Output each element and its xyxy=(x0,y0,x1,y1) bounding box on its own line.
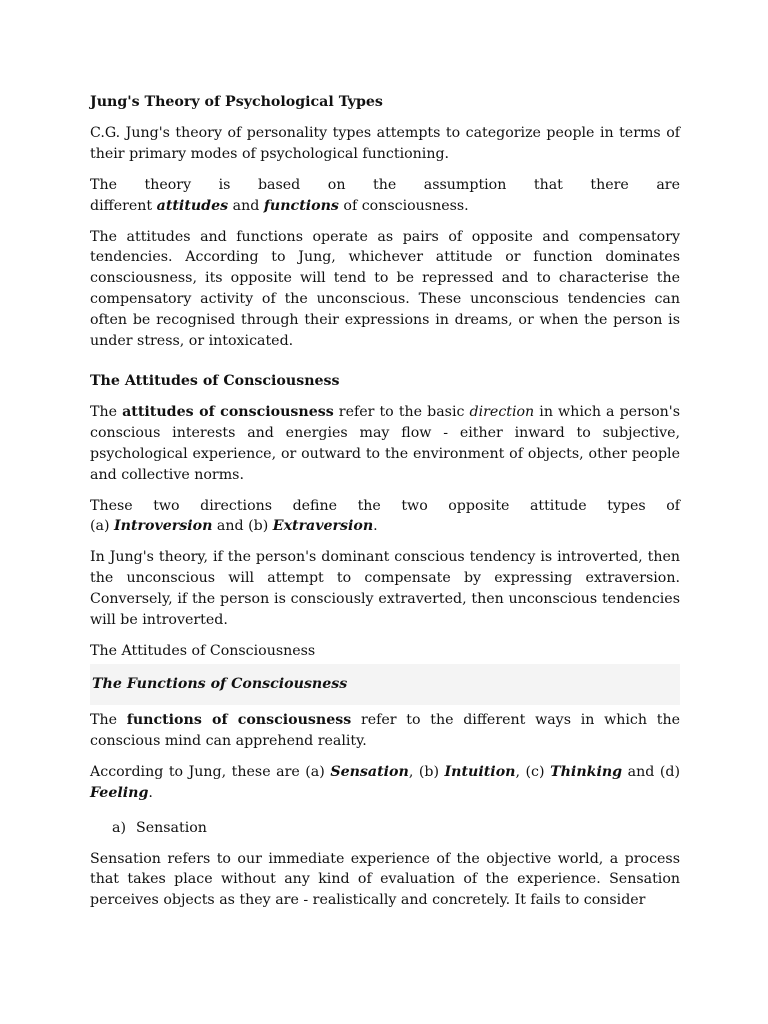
attitudes-term: attitudes xyxy=(156,197,229,214)
attitudes-caption: The Attitudes of Consciousness xyxy=(90,642,316,659)
attitudes-of-consciousness-term: attitudes of consciousness xyxy=(122,404,334,421)
list-item-label: Sensation xyxy=(136,819,207,836)
directions-mid: and (b) xyxy=(212,518,273,535)
document-title: Jung's Theory of Psychological Types xyxy=(90,94,383,110)
four-functions-c: , (c) xyxy=(515,764,551,781)
functions-of-consciousness-term: functions of consciousness xyxy=(126,712,352,729)
intuition-term: Intuition xyxy=(444,764,516,781)
intro-paragraph: C.G. Jung's theory of personality types attempts to categorize people in terms of their primary modes of psychological functioning. xyxy=(90,125,680,162)
thinking-term: Thinking xyxy=(550,764,623,781)
attitudes-para-post: in which a person's conscious interests and energies may flow - either inward to subjective, psychological experience, or outward to the environment of objects, other people and collective norms. xyxy=(90,404,680,483)
four-functions-paragraph xyxy=(90,762,680,804)
assumption-and: and xyxy=(228,197,264,214)
functions-term: functions xyxy=(263,197,339,214)
list-item-sensation xyxy=(112,818,680,839)
attitudes-heading: The Attitudes of Consciousness xyxy=(90,373,340,390)
functions-paragraph xyxy=(90,710,680,752)
feeling-term: Feeling xyxy=(90,785,149,802)
four-functions-and: and (d) xyxy=(622,764,680,781)
attitudes-para-mid: refer to the basic xyxy=(333,404,470,421)
extraversion-term: Extraversion xyxy=(272,518,374,535)
sensation-term: Sensation xyxy=(330,764,409,781)
assumption-pre: different xyxy=(90,197,157,214)
attitudes-para-pre: The xyxy=(90,404,123,421)
assumption-post: of consciousness. xyxy=(338,197,469,214)
directions-a: (a) xyxy=(90,518,115,535)
pairs-paragraph: The attitudes and functions operate as pairs of opposite and compensatory tendencies. According to Jung, whichever attitude or function dominates consciousness, its opposite will tend to be repressed and to characterise the compensatory activity of the unconscious. These unconscious tendencies can often be recognised through their expressions in dreams, or when the person is under stress, or intoxicated. xyxy=(90,228,680,349)
directions-end: . xyxy=(373,518,378,535)
compensation-paragraph: In Jung's theory, if the person's dominant conscious tendency is introverted, then the unconscious will attempt to compensate by expressing extraversion. Conversely, if the person is consciously extraverted, then unconscious tendencies will be introverted. xyxy=(90,549,680,628)
document-page xyxy=(90,92,680,921)
direction-term: direction xyxy=(469,404,535,421)
functions-para-pre: The xyxy=(90,712,127,729)
four-functions-pre: According to Jung, these are (a) xyxy=(90,764,331,781)
assumption-line-1: The theory is based on the assumption that there are xyxy=(90,176,680,193)
attitudes-paragraph xyxy=(90,402,680,485)
four-functions-end: . xyxy=(148,785,153,802)
functions-para-post: refer to the different ways in which the conscious mind can apprehend reality. xyxy=(90,712,680,750)
assumption-paragraph xyxy=(90,175,680,217)
four-functions-b: , (b) xyxy=(408,764,445,781)
functions-heading: The Functions of Consciousness xyxy=(90,664,680,706)
list-marker: a) xyxy=(112,819,126,836)
introversion-term: Introversion xyxy=(114,518,213,535)
directions-paragraph xyxy=(90,496,680,538)
directions-line-1: These two directions define the two opposite attitude types of xyxy=(90,497,680,514)
sensation-paragraph: Sensation refers to our immediate experience of the objective world, a process that takes place without any kind of evaluation of the experience. Sensation perceives objects as they are - realistically and concretely. It fails to consider xyxy=(90,850,680,909)
